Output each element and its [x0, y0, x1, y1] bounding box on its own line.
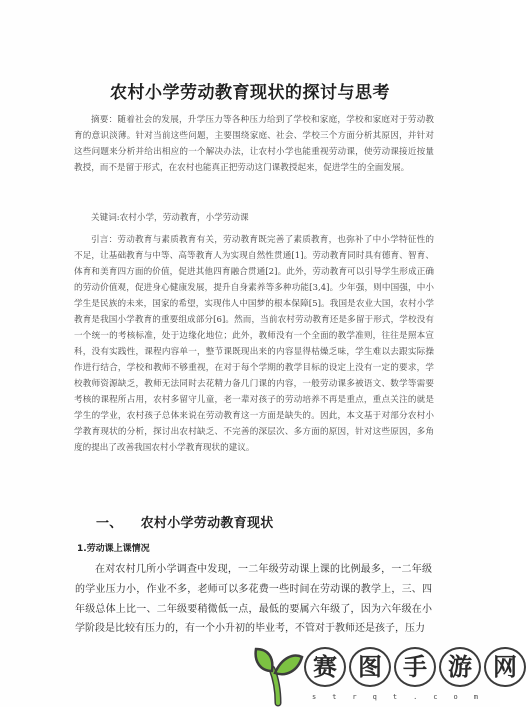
watermark-characters [304, 647, 526, 687]
watermark-char: 图 [349, 647, 391, 687]
keywords-line: 关键词:农村小学，劳动教育，小学劳动课 [91, 213, 249, 223]
subsection-heading: 1.劳动课上课情况 [77, 544, 150, 554]
site-watermark [252, 643, 517, 707]
intro-paragraph: 引言：劳动教育与素质教育有关，劳动教育既完善了素质教育，也弥补了中小学特征性的不足，让基础教育与中等、高等教育人为实现自然性贯通[1]。劳动教育同时具有德育、智育、体育和美育四方面的价值，促进其他四育融合贯通[2]。此外，劳动教育可以引导学生形成正确的劳动价值观，促进身心健康发展，提升自身素养等多种功能[3,4]。少年强，则中国强，中小学生是民族的未来，国家的希望，实现伟人中国梦的根本保障[5]。我国是农业大国，农村小学教育是我国小学教育的重要组成部分[6]。然而，当前农村劳动教育还是多留于形式，学校没有一个统一的考核标准，处于边缘化地位；此外，教师没有一个全面的教学准则，往往是照本宣科，没有实践性，课程内容单一，整节课既现出来的内容显得枯燥乏味，学生难以去跟实际操作进行结合，学校和教师不够重视，在对于每个学期的教学目标的设定上没有一定的要求，学校教师资源缺乏，教师无法同时去花精力备几门课的内容，一般劳动课多被语文、数学等需要考核的课程所占用，农村多留守儿童，老一辈对孩子的劳动培养不再是重点，重点关注的就是学生的学业，农村孩子总体来说在劳动教育这一方面是缺失的。因此，本文基于对部分农村小学教育现状的分析，探讨出农村缺乏、不完善的深层次、多方面的原因，针对这些原因，多角度的提出了改善我国农村小学教育现状的建议。 [74, 235, 434, 453]
section-heading [96, 512, 274, 531]
sprout-logo-icon [252, 643, 304, 707]
watermark-url: strqt.com [312, 693, 494, 701]
watermark-char: 游 [439, 647, 481, 687]
watermark-char: 网 [484, 647, 526, 687]
watermark-char: 手 [394, 647, 436, 687]
document-title: 农村小学劳动教育现状的探讨与思考 [110, 83, 390, 103]
watermark-char: 赛 [304, 647, 346, 687]
abstract-paragraph: 摘要：随着社会的发展，升学压力等各种压力给到了学校和家庭，学校和家庭对于劳动教育的意识淡薄。针对当前这些问题，主要围绕家庭、社会、学校三个方面分析其原因，并针对这些问题来分析并给出相应的一个解决办法，让农村小学也能重视劳动课，使劳动课接近按量教授，而不是留于形式，在农村也能真正把劳动这门课教授起来，促进学生的全面发展。 [74, 115, 434, 173]
section-body-paragraph: 在对农村几所小学调查中发现，一二年级劳动课上课的比例最多，一二年级的学业压力小，作业不多，老师可以多花费一些时间在劳动课的教学上，三、四年级总体上比一、二年级要稍微低一点，最低的要属六年级了，因为六年级在小学阶段是比较有压力的，有一个小升初的毕业考，不管对于教师还是孩子，压力 [75, 564, 432, 635]
section-number: 一、 [96, 516, 123, 531]
section-title: 农村小学劳动教育现状 [140, 516, 274, 531]
